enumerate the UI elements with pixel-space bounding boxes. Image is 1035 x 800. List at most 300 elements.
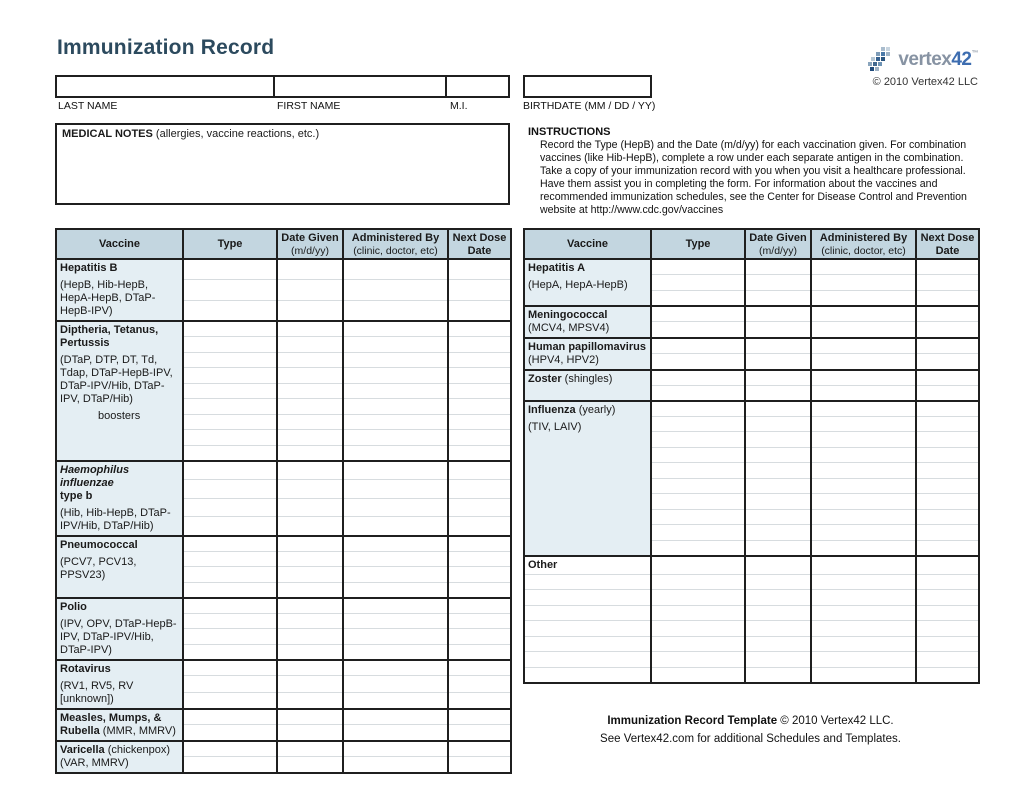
rotavirus-row2-next-dose-cell[interactable] bbox=[448, 692, 511, 708]
human-papillomavirus-row1-date-given-cell[interactable] bbox=[745, 354, 811, 370]
diptheria-tetanus-pertussis-row5-date-given-cell[interactable] bbox=[277, 399, 343, 415]
haemophilus-influenzae-type-b-row1-type-cell[interactable] bbox=[183, 479, 277, 498]
diptheria-tetanus-pertussis-row1-date-given-cell[interactable] bbox=[277, 337, 343, 353]
diptheria-tetanus-pertussis-row5-type-cell[interactable] bbox=[183, 399, 277, 415]
haemophilus-influenzae-type-b-row0-next-dose-cell[interactable] bbox=[448, 461, 511, 480]
column-header-vaccine: Vaccine bbox=[524, 229, 651, 259]
polio-row0-administered-by-cell[interactable] bbox=[343, 598, 448, 614]
zoster-row1-type-cell[interactable] bbox=[651, 385, 745, 401]
other-row bbox=[524, 667, 979, 683]
diptheria-tetanus-pertussis-row2-administered-by-cell[interactable] bbox=[343, 352, 448, 368]
pneumococcal-row3-next-dose-cell[interactable] bbox=[448, 582, 511, 598]
influenza-row2-administered-by-cell[interactable] bbox=[811, 432, 916, 448]
other-row5-name-cell[interactable] bbox=[524, 636, 651, 652]
diptheria-tetanus-pertussis-row8-administered-by-cell[interactable] bbox=[343, 445, 448, 461]
pneumococcal-label: Pneumococcal (PCV7, PCV13, PPSV23) bbox=[56, 536, 183, 598]
influenza-row3-date-given-cell[interactable] bbox=[745, 447, 811, 463]
immunization-table-right bbox=[523, 228, 980, 684]
hepatitis-a-row1-administered-by-cell[interactable] bbox=[811, 275, 916, 291]
polio-row2-date-given-cell[interactable] bbox=[277, 629, 343, 645]
other-row3-type-cell[interactable] bbox=[651, 605, 745, 621]
influenza-row9-type-cell[interactable] bbox=[651, 540, 745, 556]
varicella-row0-type-cell[interactable] bbox=[183, 741, 277, 757]
diptheria-tetanus-pertussis-row8-next-dose-cell[interactable] bbox=[448, 445, 511, 461]
influenza-row4-date-given-cell[interactable] bbox=[745, 463, 811, 479]
other-row5-type-cell[interactable] bbox=[651, 636, 745, 652]
haemophilus-influenzae-type-b-row1-date-given-cell[interactable] bbox=[277, 479, 343, 498]
varicella-row1-date-given-cell[interactable] bbox=[277, 757, 343, 773]
influenza-row2-type-cell[interactable] bbox=[651, 432, 745, 448]
diptheria-tetanus-pertussis-row6-date-given-cell[interactable] bbox=[277, 414, 343, 430]
other-row1-type-cell[interactable] bbox=[651, 574, 745, 590]
other-row1-name-cell[interactable] bbox=[524, 574, 651, 590]
influenza-row6-date-given-cell[interactable] bbox=[745, 494, 811, 510]
influenza-row7-next-dose-cell[interactable] bbox=[916, 509, 979, 525]
zoster-row0-date-given-cell[interactable] bbox=[745, 370, 811, 386]
influenza-row0-next-dose-cell[interactable] bbox=[916, 401, 979, 417]
other-row5-next-dose-cell[interactable] bbox=[916, 636, 979, 652]
polio-row3-administered-by-cell[interactable] bbox=[343, 644, 448, 660]
influenza-row0-type-cell[interactable] bbox=[651, 401, 745, 417]
other-row7-administered-by-cell[interactable] bbox=[811, 667, 916, 683]
haemophilus-influenzae-type-b-row bbox=[56, 461, 511, 480]
hepatitis-b-row1-administered-by-cell[interactable] bbox=[343, 280, 448, 301]
other-row3-next-dose-cell[interactable] bbox=[916, 605, 979, 621]
human-papillomavirus-row1-next-dose-cell[interactable] bbox=[916, 354, 979, 370]
rotavirus-row1-date-given-cell[interactable] bbox=[277, 676, 343, 692]
polio-row3-type-cell[interactable] bbox=[183, 644, 277, 660]
meningococcal-row0-administered-by-cell[interactable] bbox=[811, 306, 916, 322]
other-row3-administered-by-cell[interactable] bbox=[811, 605, 916, 621]
zoster-row1-date-given-cell[interactable] bbox=[745, 385, 811, 401]
other-row2-date-given-cell[interactable] bbox=[745, 590, 811, 606]
influenza-row3-type-cell[interactable] bbox=[651, 447, 745, 463]
hepatitis-a-row0-type-cell[interactable] bbox=[651, 259, 745, 275]
hepatitis-b-row2-type-cell[interactable] bbox=[183, 300, 277, 321]
hepatitis-b-row1-next-dose-cell[interactable] bbox=[448, 280, 511, 301]
human-papillomavirus-row0-next-dose-cell[interactable] bbox=[916, 338, 979, 354]
other-row1-next-dose-cell[interactable] bbox=[916, 574, 979, 590]
haemophilus-influenzae-type-b-row2-administered-by-cell[interactable] bbox=[343, 498, 448, 517]
other-row2-administered-by-cell[interactable] bbox=[811, 590, 916, 606]
other-row7-next-dose-cell[interactable] bbox=[916, 667, 979, 683]
measles-mumps-rubella-row0-administered-by-cell[interactable] bbox=[343, 709, 448, 725]
influenza-row6-type-cell[interactable] bbox=[651, 494, 745, 510]
medical-notes-label: MEDICAL NOTES bbox=[62, 128, 153, 140]
rotavirus-row0-administered-by-cell[interactable] bbox=[343, 660, 448, 676]
measles-mumps-rubella-row bbox=[56, 709, 511, 725]
meningococcal-row1-date-given-cell[interactable] bbox=[745, 322, 811, 338]
diptheria-tetanus-pertussis-row0-type-cell[interactable] bbox=[183, 321, 277, 337]
hepatitis-b-row0-type-cell[interactable] bbox=[183, 259, 277, 280]
influenza-row1-date-given-cell[interactable] bbox=[745, 416, 811, 432]
diptheria-tetanus-pertussis-row7-administered-by-cell[interactable] bbox=[343, 430, 448, 446]
influenza-row9-next-dose-cell[interactable] bbox=[916, 540, 979, 556]
other-row4-name-cell[interactable] bbox=[524, 621, 651, 637]
diptheria-tetanus-pertussis-row4-date-given-cell[interactable] bbox=[277, 383, 343, 399]
other-row0-administered-by-cell[interactable] bbox=[811, 556, 916, 575]
other-row2-name-cell[interactable] bbox=[524, 590, 651, 606]
diptheria-tetanus-pertussis-row4-type-cell[interactable] bbox=[183, 383, 277, 399]
influenza-row4-next-dose-cell[interactable] bbox=[916, 463, 979, 479]
diptheria-tetanus-pertussis-row6-administered-by-cell[interactable] bbox=[343, 414, 448, 430]
human-papillomavirus-label: Human papillomavirus (HPV4, HPV2) bbox=[524, 338, 651, 370]
other-row3-name-cell[interactable] bbox=[524, 605, 651, 621]
other-row4-administered-by-cell[interactable] bbox=[811, 621, 916, 637]
hepatitis-a-row1-type-cell[interactable] bbox=[651, 275, 745, 291]
other-row6-type-cell[interactable] bbox=[651, 652, 745, 668]
haemophilus-influenzae-type-b-row2-next-dose-cell[interactable] bbox=[448, 498, 511, 517]
pneumococcal-row0-next-dose-cell[interactable] bbox=[448, 536, 511, 552]
polio-row2-next-dose-cell[interactable] bbox=[448, 629, 511, 645]
diptheria-tetanus-pertussis-row5-administered-by-cell[interactable] bbox=[343, 399, 448, 415]
meningococcal-row1-administered-by-cell[interactable] bbox=[811, 322, 916, 338]
haemophilus-influenzae-type-b-row0-administered-by-cell[interactable] bbox=[343, 461, 448, 480]
zoster-row1-next-dose-cell[interactable] bbox=[916, 385, 979, 401]
other-row1-date-given-cell[interactable] bbox=[745, 574, 811, 590]
hepatitis-a-row2-type-cell[interactable] bbox=[651, 290, 745, 306]
hepatitis-a-row2-next-dose-cell[interactable] bbox=[916, 290, 979, 306]
varicella-row0-administered-by-cell[interactable] bbox=[343, 741, 448, 757]
column-header-date-given: Date Given (m/d/yy) bbox=[277, 229, 343, 259]
diptheria-tetanus-pertussis-row8-type-cell[interactable] bbox=[183, 445, 277, 461]
meningococcal-row0-next-dose-cell[interactable] bbox=[916, 306, 979, 322]
human-papillomavirus-row0-date-given-cell[interactable] bbox=[745, 338, 811, 354]
footer-line2: See Vertex42.com for additional Schedules and Templates. bbox=[600, 733, 901, 745]
diptheria-tetanus-pertussis-row5-next-dose-cell[interactable] bbox=[448, 399, 511, 415]
pneumococcal-row2-next-dose-cell[interactable] bbox=[448, 567, 511, 583]
varicella-row0-next-dose-cell[interactable] bbox=[448, 741, 511, 757]
vertex42-logo-icon bbox=[867, 46, 893, 72]
other-row7-type-cell[interactable] bbox=[651, 667, 745, 683]
rotavirus-row1-administered-by-cell[interactable] bbox=[343, 676, 448, 692]
diptheria-tetanus-pertussis-row0-date-given-cell[interactable] bbox=[277, 321, 343, 337]
other-row bbox=[524, 590, 979, 606]
pneumococcal-row3-type-cell[interactable] bbox=[183, 582, 277, 598]
influenza-row9-date-given-cell[interactable] bbox=[745, 540, 811, 556]
varicella-row bbox=[56, 741, 511, 757]
rotavirus-row2-date-given-cell[interactable] bbox=[277, 692, 343, 708]
zoster-row0-next-dose-cell[interactable] bbox=[916, 370, 979, 386]
measles-mumps-rubella-row1-next-dose-cell[interactable] bbox=[448, 725, 511, 741]
human-papillomavirus-row0-type-cell[interactable] bbox=[651, 338, 745, 354]
influenza-row5-type-cell[interactable] bbox=[651, 478, 745, 494]
polio-row1-administered-by-cell[interactable] bbox=[343, 613, 448, 629]
hepatitis-b-row bbox=[56, 259, 511, 280]
influenza-row9-administered-by-cell[interactable] bbox=[811, 540, 916, 556]
hepatitis-b-row1-date-given-cell[interactable] bbox=[277, 280, 343, 301]
hepatitis-b-row2-date-given-cell[interactable] bbox=[277, 300, 343, 321]
zoster-row1-administered-by-cell[interactable] bbox=[811, 385, 916, 401]
column-header-date-given: Date Given (m/d/yy) bbox=[745, 229, 811, 259]
other-label: Other bbox=[524, 556, 651, 575]
polio-row3-date-given-cell[interactable] bbox=[277, 644, 343, 660]
vaccine-table-right-container bbox=[523, 228, 980, 684]
rotavirus-row2-type-cell[interactable] bbox=[183, 692, 277, 708]
influenza-row7-type-cell[interactable] bbox=[651, 509, 745, 525]
human-papillomavirus-row1-administered-by-cell[interactable] bbox=[811, 354, 916, 370]
haemophilus-influenzae-type-b-label: Haemophilus influenzae type b (Hib, Hib-HepB, DTaP-IPV/Hib, DTaP/Hib) bbox=[56, 461, 183, 536]
diptheria-tetanus-pertussis-row1-administered-by-cell[interactable] bbox=[343, 337, 448, 353]
human-papillomavirus-row bbox=[524, 338, 979, 354]
influenza-row0-administered-by-cell[interactable] bbox=[811, 401, 916, 417]
influenza-row5-next-dose-cell[interactable] bbox=[916, 478, 979, 494]
polio-row1-type-cell[interactable] bbox=[183, 613, 277, 629]
rotavirus-row2-administered-by-cell[interactable] bbox=[343, 692, 448, 708]
diptheria-tetanus-pertussis-row8-date-given-cell[interactable] bbox=[277, 445, 343, 461]
measles-mumps-rubella-row0-next-dose-cell[interactable] bbox=[448, 709, 511, 725]
other-row4-type-cell[interactable] bbox=[651, 621, 745, 637]
measles-mumps-rubella-row0-type-cell[interactable] bbox=[183, 709, 277, 725]
hepatitis-a-row2-date-given-cell[interactable] bbox=[745, 290, 811, 306]
other-row bbox=[524, 636, 979, 652]
other-row4-date-given-cell[interactable] bbox=[745, 621, 811, 637]
other-row0-next-dose-cell[interactable] bbox=[916, 556, 979, 575]
other-row bbox=[524, 605, 979, 621]
haemophilus-influenzae-type-b-row3-date-given-cell[interactable] bbox=[277, 517, 343, 536]
influenza-row bbox=[524, 401, 979, 417]
pneumococcal-row0-type-cell[interactable] bbox=[183, 536, 277, 552]
diptheria-tetanus-pertussis-row3-type-cell[interactable] bbox=[183, 368, 277, 384]
diptheria-tetanus-pertussis-row2-type-cell[interactable] bbox=[183, 352, 277, 368]
other-row bbox=[524, 621, 979, 637]
column-header-administered-by: Administered By (clinic, doctor, etc) bbox=[343, 229, 448, 259]
other-row5-administered-by-cell[interactable] bbox=[811, 636, 916, 652]
vertex42-logo bbox=[845, 46, 978, 72]
haemophilus-influenzae-type-b-row2-date-given-cell[interactable] bbox=[277, 498, 343, 517]
polio-row2-type-cell[interactable] bbox=[183, 629, 277, 645]
other-row6-administered-by-cell[interactable] bbox=[811, 652, 916, 668]
zoster-row0-type-cell[interactable] bbox=[651, 370, 745, 386]
meningococcal-row1-type-cell[interactable] bbox=[651, 322, 745, 338]
diptheria-tetanus-pertussis-row7-type-cell[interactable] bbox=[183, 430, 277, 446]
hepatitis-a-label: Hepatitis A (HepA, HepA-HepB) bbox=[524, 259, 651, 306]
measles-mumps-rubella-row1-administered-by-cell[interactable] bbox=[343, 725, 448, 741]
diptheria-tetanus-pertussis-row4-administered-by-cell[interactable] bbox=[343, 383, 448, 399]
polio-row2-administered-by-cell[interactable] bbox=[343, 629, 448, 645]
haemophilus-influenzae-type-b-row3-administered-by-cell[interactable] bbox=[343, 517, 448, 536]
influenza-row7-administered-by-cell[interactable] bbox=[811, 509, 916, 525]
hepatitis-b-row2-next-dose-cell[interactable] bbox=[448, 300, 511, 321]
rotavirus-row0-next-dose-cell[interactable] bbox=[448, 660, 511, 676]
middle-initial-input[interactable] bbox=[445, 75, 510, 98]
polio-row0-type-cell[interactable] bbox=[183, 598, 277, 614]
diptheria-tetanus-pertussis-row2-next-dose-cell[interactable] bbox=[448, 352, 511, 368]
pneumococcal-row1-next-dose-cell[interactable] bbox=[448, 551, 511, 567]
measles-mumps-rubella-row1-date-given-cell[interactable] bbox=[277, 725, 343, 741]
birthdate-input[interactable] bbox=[523, 75, 652, 98]
other-row0-date-given-cell[interactable] bbox=[745, 556, 811, 575]
middle-initial-label: M.I. bbox=[450, 100, 468, 112]
diptheria-tetanus-pertussis-row3-next-dose-cell[interactable] bbox=[448, 368, 511, 384]
footer bbox=[523, 712, 978, 748]
column-header-next-dose: Next Dose Date bbox=[916, 229, 979, 259]
diptheria-tetanus-pertussis-row3-date-given-cell[interactable] bbox=[277, 368, 343, 384]
page-title: Immunization Record bbox=[57, 36, 275, 59]
influenza-row1-type-cell[interactable] bbox=[651, 416, 745, 432]
influenza-row3-next-dose-cell[interactable] bbox=[916, 447, 979, 463]
hepatitis-a-row1-next-dose-cell[interactable] bbox=[916, 275, 979, 291]
hepatitis-b-row0-administered-by-cell[interactable] bbox=[343, 259, 448, 280]
column-header-vaccine: Vaccine bbox=[56, 229, 183, 259]
column-header-type: Type bbox=[651, 229, 745, 259]
instructions-body: Record the Type (HepB) and the Date (m/d/yy) for each vaccination given. For combination vaccines (like Hib-HepB), complete a row under each separate antigen in the combination. Take a copy of your immunization record with you when you visit a healthcare professional. Have them assist you in completing the form. For information about the vaccines and recommended immunization schedules, see the Center for Disease Control and Prevention website at http://www.cdc.gov/vaccines bbox=[540, 139, 967, 216]
diptheria-tetanus-pertussis-row6-type-cell[interactable] bbox=[183, 414, 277, 430]
influenza-row2-date-given-cell[interactable] bbox=[745, 432, 811, 448]
other-row6-date-given-cell[interactable] bbox=[745, 652, 811, 668]
diptheria-tetanus-pertussis-row4-next-dose-cell[interactable] bbox=[448, 383, 511, 399]
rotavirus-row0-date-given-cell[interactable] bbox=[277, 660, 343, 676]
other-row bbox=[524, 556, 979, 575]
other-row2-next-dose-cell[interactable] bbox=[916, 590, 979, 606]
diptheria-tetanus-pertussis-row7-next-dose-cell[interactable] bbox=[448, 430, 511, 446]
rotavirus-row1-next-dose-cell[interactable] bbox=[448, 676, 511, 692]
hepatitis-a-row0-date-given-cell[interactable] bbox=[745, 259, 811, 275]
rotavirus-row1-type-cell[interactable] bbox=[183, 676, 277, 692]
varicella-row1-next-dose-cell[interactable] bbox=[448, 757, 511, 773]
instructions-heading: INSTRUCTIONS bbox=[528, 126, 611, 138]
vaccine-table-left-container bbox=[55, 228, 512, 774]
varicella-label: Varicella (chickenpox) (VAR, MMRV) bbox=[56, 741, 183, 773]
pneumococcal-row bbox=[56, 536, 511, 552]
influenza-label: Influenza (yearly) (TIV, LAIV) bbox=[524, 401, 651, 556]
pneumococcal-row2-type-cell[interactable] bbox=[183, 567, 277, 583]
other-row6-name-cell[interactable] bbox=[524, 652, 651, 668]
pneumococcal-row0-date-given-cell[interactable] bbox=[277, 536, 343, 552]
other-row3-date-given-cell[interactable] bbox=[745, 605, 811, 621]
hepatitis-a-row1-date-given-cell[interactable] bbox=[745, 275, 811, 291]
other-row7-date-given-cell[interactable] bbox=[745, 667, 811, 683]
pneumococcal-row1-administered-by-cell[interactable] bbox=[343, 551, 448, 567]
polio-row1-date-given-cell[interactable] bbox=[277, 613, 343, 629]
diptheria-tetanus-pertussis-row1-next-dose-cell[interactable] bbox=[448, 337, 511, 353]
diptheria-tetanus-pertussis-row0-administered-by-cell[interactable] bbox=[343, 321, 448, 337]
varicella-row1-administered-by-cell[interactable] bbox=[343, 757, 448, 773]
other-row7-name-cell[interactable] bbox=[524, 667, 651, 683]
hepatitis-b-row0-date-given-cell[interactable] bbox=[277, 259, 343, 280]
other-row5-date-given-cell[interactable] bbox=[745, 636, 811, 652]
influenza-row7-date-given-cell[interactable] bbox=[745, 509, 811, 525]
hepatitis-a-row0-administered-by-cell[interactable] bbox=[811, 259, 916, 275]
diptheria-tetanus-pertussis-row bbox=[56, 321, 511, 337]
influenza-row5-date-given-cell[interactable] bbox=[745, 478, 811, 494]
immunization-table-left bbox=[55, 228, 512, 774]
haemophilus-influenzae-type-b-row3-next-dose-cell[interactable] bbox=[448, 517, 511, 536]
meningococcal-row1-next-dose-cell[interactable] bbox=[916, 322, 979, 338]
rotavirus-label: Rotavirus (RV1, RV5, RV [unknown]) bbox=[56, 660, 183, 709]
hepatitis-b-row1-type-cell[interactable] bbox=[183, 280, 277, 301]
diptheria-tetanus-pertussis-row0-next-dose-cell[interactable] bbox=[448, 321, 511, 337]
pneumococcal-row2-date-given-cell[interactable] bbox=[277, 567, 343, 583]
medical-notes-sublabel: (allergies, vaccine reactions, etc.) bbox=[152, 128, 320, 140]
other-row bbox=[524, 574, 979, 590]
other-row2-type-cell[interactable] bbox=[651, 590, 745, 606]
diptheria-tetanus-pertussis-row1-type-cell[interactable] bbox=[183, 337, 277, 353]
varicella-row1-type-cell[interactable] bbox=[183, 757, 277, 773]
diptheria-tetanus-pertussis-row2-date-given-cell[interactable] bbox=[277, 352, 343, 368]
influenza-row4-type-cell[interactable] bbox=[651, 463, 745, 479]
meningococcal-label: Meningococcal (MCV4, MPSV4) bbox=[524, 306, 651, 338]
influenza-row2-next-dose-cell[interactable] bbox=[916, 432, 979, 448]
influenza-row8-next-dose-cell[interactable] bbox=[916, 525, 979, 541]
haemophilus-influenzae-type-b-row2-type-cell[interactable] bbox=[183, 498, 277, 517]
last-name-label: LAST NAME bbox=[58, 100, 118, 112]
rotavirus-row0-type-cell[interactable] bbox=[183, 660, 277, 676]
influenza-row0-date-given-cell[interactable] bbox=[745, 401, 811, 417]
varicella-row0-date-given-cell[interactable] bbox=[277, 741, 343, 757]
influenza-row5-administered-by-cell[interactable] bbox=[811, 478, 916, 494]
other-row4-next-dose-cell[interactable] bbox=[916, 621, 979, 637]
pneumococcal-row1-type-cell[interactable] bbox=[183, 551, 277, 567]
first-name-input[interactable] bbox=[273, 75, 447, 98]
hepatitis-a-row0-next-dose-cell[interactable] bbox=[916, 259, 979, 275]
influenza-row1-administered-by-cell[interactable] bbox=[811, 416, 916, 432]
haemophilus-influenzae-type-b-row0-date-given-cell[interactable] bbox=[277, 461, 343, 480]
haemophilus-influenzae-type-b-row1-next-dose-cell[interactable] bbox=[448, 479, 511, 498]
last-name-input[interactable] bbox=[55, 75, 275, 98]
influenza-row8-type-cell[interactable] bbox=[651, 525, 745, 541]
other-row0-type-cell[interactable] bbox=[651, 556, 745, 575]
human-papillomavirus-row1-type-cell[interactable] bbox=[651, 354, 745, 370]
polio-row3-next-dose-cell[interactable] bbox=[448, 644, 511, 660]
meningococcal-row0-type-cell[interactable] bbox=[651, 306, 745, 322]
polio-row1-next-dose-cell[interactable] bbox=[448, 613, 511, 629]
hepatitis-b-row2-administered-by-cell[interactable] bbox=[343, 300, 448, 321]
polio-row bbox=[56, 598, 511, 614]
influenza-row4-administered-by-cell[interactable] bbox=[811, 463, 916, 479]
meningococcal-row bbox=[524, 306, 979, 322]
pneumococcal-row3-date-given-cell[interactable] bbox=[277, 582, 343, 598]
influenza-row6-administered-by-cell[interactable] bbox=[811, 494, 916, 510]
pneumococcal-row1-date-given-cell[interactable] bbox=[277, 551, 343, 567]
diptheria-tetanus-pertussis-row3-administered-by-cell[interactable] bbox=[343, 368, 448, 384]
pneumococcal-row2-administered-by-cell[interactable] bbox=[343, 567, 448, 583]
zoster-row0-administered-by-cell[interactable] bbox=[811, 370, 916, 386]
polio-row0-next-dose-cell[interactable] bbox=[448, 598, 511, 614]
human-papillomavirus-row0-administered-by-cell[interactable] bbox=[811, 338, 916, 354]
vertex42-wordmark: vertex42™ bbox=[898, 48, 978, 70]
other-row6-next-dose-cell[interactable] bbox=[916, 652, 979, 668]
haemophilus-influenzae-type-b-row0-type-cell[interactable] bbox=[183, 461, 277, 480]
influenza-row1-next-dose-cell[interactable] bbox=[916, 416, 979, 432]
medical-notes-input[interactable] bbox=[55, 123, 510, 205]
influenza-row8-administered-by-cell[interactable] bbox=[811, 525, 916, 541]
hepatitis-b-row0-next-dose-cell[interactable] bbox=[448, 259, 511, 280]
measles-mumps-rubella-row1-type-cell[interactable] bbox=[183, 725, 277, 741]
other-row1-administered-by-cell[interactable] bbox=[811, 574, 916, 590]
hepatitis-a-row2-administered-by-cell[interactable] bbox=[811, 290, 916, 306]
pneumococcal-row0-administered-by-cell[interactable] bbox=[343, 536, 448, 552]
polio-row0-date-given-cell[interactable] bbox=[277, 598, 343, 614]
measles-mumps-rubella-row0-date-given-cell[interactable] bbox=[277, 709, 343, 725]
zoster-label: Zoster (shingles) bbox=[524, 370, 651, 401]
influenza-row3-administered-by-cell[interactable] bbox=[811, 447, 916, 463]
zoster-row bbox=[524, 370, 979, 386]
pneumococcal-row3-administered-by-cell[interactable] bbox=[343, 582, 448, 598]
other-row bbox=[524, 652, 979, 668]
influenza-row6-next-dose-cell[interactable] bbox=[916, 494, 979, 510]
polio-label: Polio (IPV, OPV, DTaP-HepB-IPV, DTaP-IPV/Hib, DTaP-IPV) bbox=[56, 598, 183, 660]
diptheria-tetanus-pertussis-row6-next-dose-cell[interactable] bbox=[448, 414, 511, 430]
first-name-label: FIRST NAME bbox=[277, 100, 341, 112]
haemophilus-influenzae-type-b-row1-administered-by-cell[interactable] bbox=[343, 479, 448, 498]
meningococcal-row0-date-given-cell[interactable] bbox=[745, 306, 811, 322]
haemophilus-influenzae-type-b-row3-type-cell[interactable] bbox=[183, 517, 277, 536]
diptheria-tetanus-pertussis-row7-date-given-cell[interactable] bbox=[277, 430, 343, 446]
column-header-type: Type bbox=[183, 229, 277, 259]
hepatitis-a-row bbox=[524, 259, 979, 275]
influenza-row8-date-given-cell[interactable] bbox=[745, 525, 811, 541]
